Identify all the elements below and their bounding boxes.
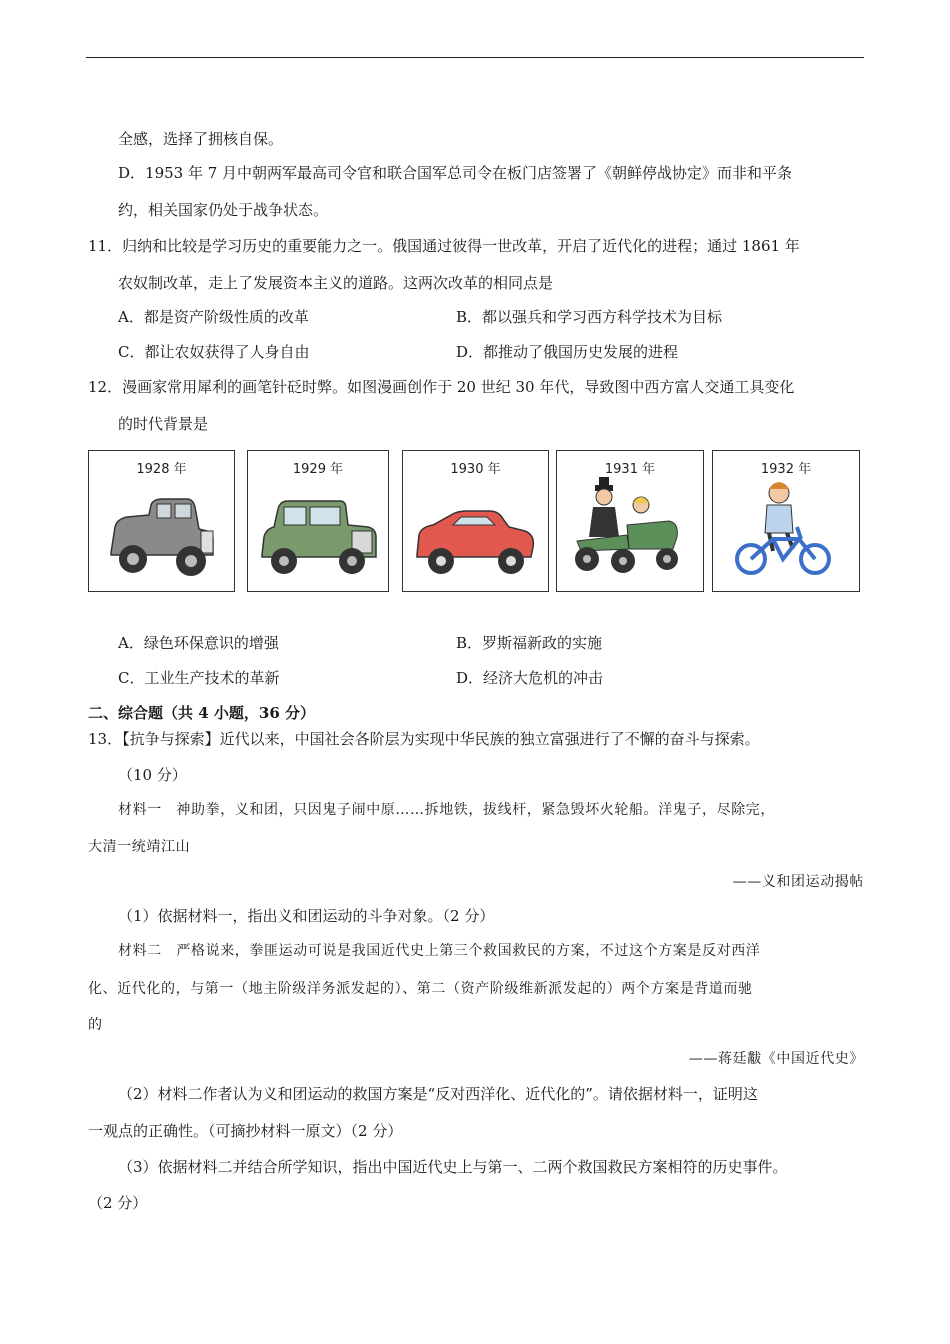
q13-stem-line1: 13．【抗争与探索】近代以来，中国社会各阶层为实现中华民族的独立富强进行了不懈的奋斗与探索。 bbox=[88, 730, 760, 748]
q11-stem-line2: 农奴制改革，走上了发展资本主义的道路。这两次改革的相同点是 bbox=[118, 274, 554, 292]
q13-sub3-line2: （2 分） bbox=[88, 1194, 148, 1212]
bicycle-icon bbox=[713, 475, 858, 590]
q11-option-a: A．都是资产阶级性质的改革 bbox=[118, 308, 309, 326]
q13-sub1: （1）依据材料一，指出义和团运动的斗争对象。（2 分） bbox=[118, 907, 495, 925]
panel-year: 1930 年 bbox=[450, 462, 501, 477]
option-c-continuation: 全感，选择了拥核自保。 bbox=[118, 130, 284, 148]
q13-stem-line2: （10 分） bbox=[118, 766, 187, 784]
q11-stem-line1: 11．归纳和比较是学习历史的重要能力之一。俄国通过彼得一世改革，开启了近代化的进程；通过 1861 年 bbox=[88, 237, 800, 255]
green-car-icon bbox=[248, 475, 387, 590]
q13-sub2-line2: 一观点的正确性。（可摘抄材料一原文）（2 分） bbox=[88, 1122, 403, 1140]
material2-source: ——蒋廷黻《中国近代史》 bbox=[688, 1051, 864, 1067]
q12-option-c: C．工业生产技术的革新 bbox=[118, 669, 280, 687]
option-d-line2: 约，相关国家仍处于战争状态。 bbox=[118, 201, 329, 219]
comic-panel-1929 bbox=[247, 450, 389, 592]
q12-option-d: D．经济大危机的冲击 bbox=[456, 669, 604, 687]
q12-option-a: A．绿色环保意识的增强 bbox=[118, 634, 279, 652]
material1-line2: 大清一统靖江山 bbox=[88, 839, 191, 855]
material1-source: ——义和团运动揭帖 bbox=[732, 874, 864, 890]
option-d-line1: D．1953 年 7 月中朝两军最高司令官和联合国军总司令在板门店签署了《朝鲜停战协定》而非和平条 bbox=[118, 164, 793, 182]
comic-panel-1928 bbox=[88, 450, 235, 592]
q12-stem-line2: 的时代背景是 bbox=[118, 415, 209, 433]
panel-year: 1928 年 bbox=[136, 462, 187, 477]
panel-year: 1929 年 bbox=[292, 462, 344, 477]
header-rule bbox=[86, 57, 864, 58]
q11-option-c: C．都让农奴获得了人身自由 bbox=[118, 343, 310, 361]
material2-line1: 材料二 严格说来，拳匪运动可说是我国近代史上第三个救国救民的方案，不过这个方案是反对西洋 bbox=[118, 943, 761, 959]
material2-line3: 的 bbox=[88, 1017, 103, 1033]
q11-option-d: D．都推动了俄国历史发展的进程 bbox=[456, 343, 679, 361]
comic-panel-1931 bbox=[556, 450, 704, 592]
comic-panel-1930 bbox=[402, 450, 549, 592]
section-heading: 二、综合题（共 4 小题，36 分） bbox=[88, 704, 315, 722]
luxury-car-icon bbox=[89, 475, 233, 590]
sidecar-motorcycle-icon bbox=[557, 475, 702, 590]
q13-sub3-line1: （3）依据材料二并结合所学知识，指出中国近代史上与第一、二两个救国救民方案相符的历史事件。 bbox=[118, 1158, 788, 1176]
panel-year: 1931 年 bbox=[604, 462, 656, 477]
red-car-icon bbox=[403, 475, 547, 590]
q13-sub2-line1: （2）材料二作者认为义和团运动的救国方案是“反对西洋化、近代化的”。请依据材料一，证明这 bbox=[118, 1085, 758, 1103]
comic-panel-1932 bbox=[712, 450, 860, 592]
q12-option-b: B．罗斯福新政的实施 bbox=[456, 634, 603, 652]
q11-option-b: B．都以强兵和学习西方科学技术为目标 bbox=[456, 308, 723, 326]
material2-line2: 化、近代化的，与第一（地主阶级洋务派发起的）、第二（资产阶级维新派发起的）两个方案是背道而驰 bbox=[88, 981, 753, 997]
q12-stem-line1: 12．漫画家常用犀利的画笔针砭时弊。如图漫画创作于 20 世纪 30 年代，导致图中西方富人交通工具变化 bbox=[88, 378, 795, 396]
panel-year: 1932 年 bbox=[760, 462, 812, 477]
material1-line1: 材料一 神助拳，义和团，只因鬼子闹中原……拆地铁，拔线杆，紧急毁坏火轮船。洋鬼子，尽除完， bbox=[118, 802, 775, 818]
